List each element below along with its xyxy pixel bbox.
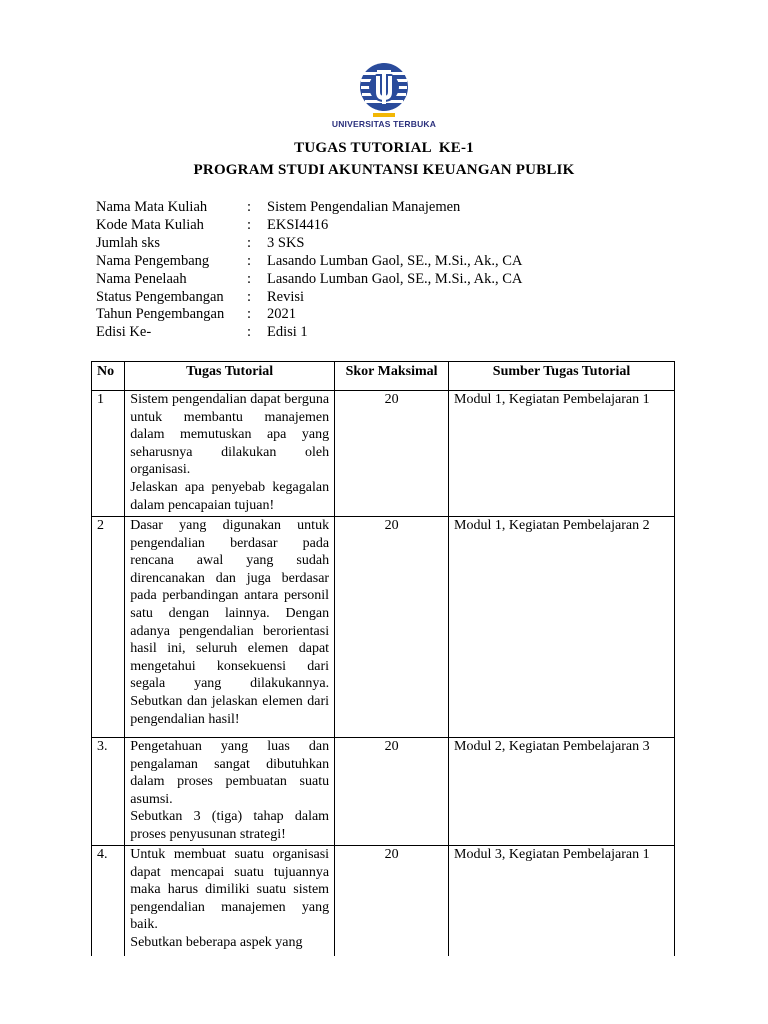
task-text: [125, 391, 335, 517]
header-source: Sumber Tugas Tutorial: [449, 362, 675, 391]
meta-value: Sistem Pengendalian Manajemen: [267, 199, 461, 215]
task-paragraph: Pengetahuan yang luas dan pengalaman sangat dibutuhkan dalam proses pembuatan suatu asumsi.: [130, 739, 330, 807]
meta-colon: :: [247, 288, 252, 305]
table-row: [92, 846, 675, 956]
row-number: 3.: [92, 738, 125, 846]
task-source: Modul 1, Kegiatan Pembelajaran 2: [449, 517, 675, 738]
meta-row: [96, 217, 522, 235]
max-score: 20: [335, 517, 449, 738]
meta-label: Jumlah sks: [96, 234, 161, 251]
meta-label: Nama Penelaah: [96, 270, 187, 287]
meta-value: Lasando Lumban Gaol, SE., M.Si., Ak., CA: [267, 252, 523, 269]
row-number: 2: [92, 517, 125, 738]
meta-colon: :: [247, 306, 252, 323]
task-paragraph: Untuk membuat suatu organisasi dapat mencapai suatu tujuannya maka harus dimiliki suatu sistem pengendalian manajemen yang baik.: [130, 847, 330, 933]
meta-value: 3 SKS: [267, 234, 305, 251]
meta-row: [96, 324, 522, 342]
meta-colon: :: [247, 234, 252, 251]
meta-colon: :: [247, 216, 252, 233]
task-source: Modul 2, Kegiatan Pembelajaran 3: [449, 738, 675, 846]
meta-value: EKSI4416: [267, 216, 329, 233]
task-source: Modul 3, Kegiatan Pembelajaran 1: [449, 846, 675, 956]
max-score: 20: [335, 738, 449, 846]
meta-value: Edisi 1: [267, 324, 308, 341]
tutorial-task-table: [91, 361, 675, 956]
task-paragraph: Jelaskan apa penyebab kegagalan dalam pencapaian tujuan!: [130, 479, 330, 513]
meta-value: 2021: [267, 306, 296, 323]
task-source: Modul 1, Kegiatan Pembelajaran 1: [449, 391, 675, 517]
header-no: No: [92, 362, 125, 391]
task-paragraph: Sistem pengendalian dapat berguna untuk membantu manajemen dalam memutuskan apa yang seharusnya dilakukan oleh organisasi.: [130, 392, 330, 478]
table-row: [92, 391, 675, 517]
meta-label: Edisi Ke-: [96, 324, 152, 341]
document-title: TUGAS TUTORIAL KE-1: [294, 140, 474, 156]
meta-row: [96, 306, 522, 324]
meta-colon: :: [247, 270, 252, 287]
meta-colon: :: [247, 252, 252, 269]
table-row: [92, 517, 675, 738]
row-number: 4.: [92, 846, 125, 956]
max-score: 20: [335, 391, 449, 517]
task-text: [125, 738, 335, 846]
task-paragraph: Sebutkan 3 (tiga) tahap dalam proses penyusunan strategi!: [130, 809, 330, 842]
meta-row: [96, 199, 522, 217]
meta-label: Nama Pengembang: [96, 252, 210, 269]
logo-text: UNIVERSITAS TERBUKA: [331, 119, 437, 129]
course-info: [96, 199, 522, 342]
task-text: [125, 517, 335, 738]
header-score: Skor Maksimal: [335, 362, 449, 391]
header-task: Tugas Tutorial: [125, 362, 335, 391]
meta-colon: :: [247, 199, 252, 215]
meta-value: Revisi: [267, 288, 305, 305]
task-text: [125, 846, 335, 956]
task-paragraph: Dasar yang digunakan untuk pengendalian berdasar pada rencana awal yang sudah direncanakan dan juga berdasar pada perbandingan antara personil satu dengan lainnya. Dengan adanya pengendalian berorientasi hasil ini, seluruh elemen dapat mengetahui konsekuensi dari segala yang dilakukannya. Sebutkan dan jelaskan elemen dari pengendalian hasil!: [130, 518, 330, 727]
meta-row: [96, 271, 522, 289]
task-paragraph: Sebutkan beberapa aspek yang: [130, 934, 303, 950]
university-logo: [0, 62, 768, 129]
meta-label: Nama Mata Kuliah: [96, 199, 208, 215]
meta-value: Lasando Lumban Gaol, SE., M.Si., Ak., CA: [267, 270, 523, 287]
meta-row: [96, 235, 522, 253]
program-title: PROGRAM STUDI AKUNTANSI KEUANGAN PUBLIK: [193, 162, 575, 178]
meta-row: [96, 253, 522, 271]
meta-label: Status Pengembangan: [96, 288, 224, 305]
ut-emblem-icon: [359, 62, 409, 118]
table-row: [92, 738, 675, 846]
meta-row: [96, 289, 522, 307]
max-score: 20: [335, 846, 449, 956]
meta-label: Tahun Pengembangan: [96, 306, 225, 323]
table-header-row: [92, 362, 675, 391]
row-number: 1: [92, 391, 125, 517]
meta-label: Kode Mata Kuliah: [96, 216, 204, 233]
meta-colon: :: [247, 324, 252, 341]
